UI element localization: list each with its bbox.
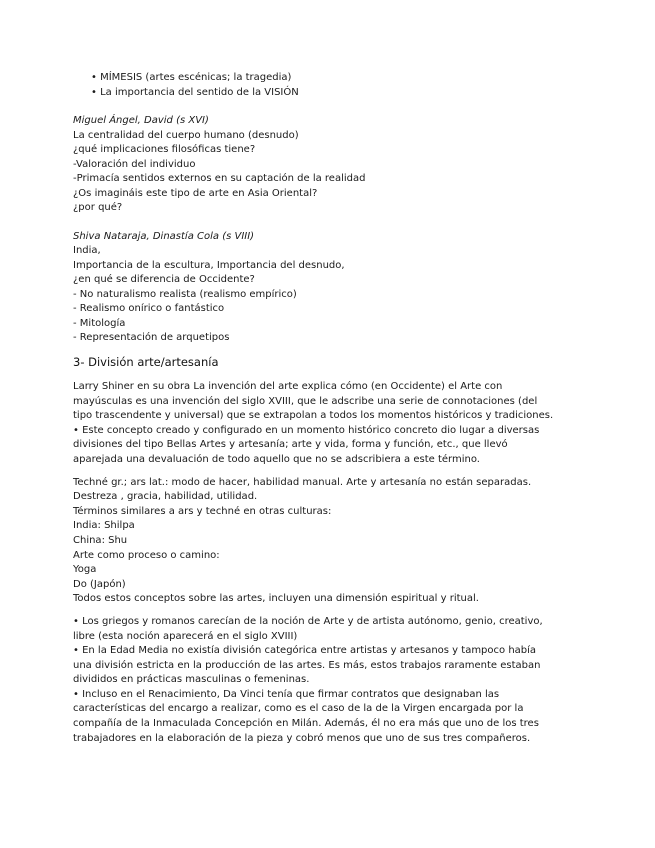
intro-bullet-list — [73, 71, 573, 100]
text-line: Términos similares a ars y techné en otras culturas: — [73, 505, 332, 517]
text-line: - No naturalismo realista (realismo empírico) — [73, 288, 297, 300]
text-line: Larry Shiner en su obra La invención del arte explica cómo (en Occidente) el Arte con — [73, 381, 503, 392]
text-line: Do (Japón) — [73, 578, 126, 590]
text-line: mayúsculas es una invención del siglo XVIII, que le adscribe una serie de connotaciones (del — [73, 395, 538, 407]
text-line: - Mitología — [73, 317, 126, 329]
text-line: China: Shu — [73, 534, 128, 546]
artwork-title: Miguel Ángel, David (s XVI) — [73, 115, 209, 126]
text-line: India: Shilpa — [73, 520, 135, 532]
text-line: ¿en qué se diferencia de Occidente? — [73, 274, 255, 285]
text-line: • Incluso en el Renacimiento, Da Vinci tenía que firmar contratos que designaban las — [73, 688, 500, 700]
text-line: ¿qué implicaciones filosóficas tiene? — [73, 144, 256, 155]
text-line: • Los griegos y romanos carecían de la noción de Arte y de artista autónomo, genio, creativo, — [73, 615, 543, 627]
text-line: Arte como proceso o camino: — [73, 549, 220, 561]
paragraph-techne — [73, 476, 573, 607]
text-line: Todos estos conceptos sobre las artes, incluyen una dimensión espiritual y ritual. — [73, 593, 479, 605]
list-item: • La importancia del sentido de la VISIÓN — [91, 86, 299, 98]
text-line: - Realismo onírico o fantástico — [73, 303, 225, 314]
text-line: - Representación de arquetipos — [73, 332, 230, 343]
text-line: una división estricta en la producción de las artes. Es más, estos trabajos raramente estaban — [73, 659, 541, 671]
text-line: Destreza , gracia, habilidad, utilidad. — [73, 491, 258, 503]
text-line: Yoga — [73, 564, 97, 576]
section-heading: 3- División arte/artesanía — [73, 354, 219, 369]
text-line: aparejada una devaluación de todo aquello que no se adscribiera a este término. — [73, 453, 480, 465]
text-line: compañía de la Inmaculada Concepción en Milán. Además, él no era más que uno de los tres — [73, 718, 539, 730]
text-line: Techné gr.; ars lat.: modo de hacer, habilidad manual. Arte y artesanía no están separadas. — [73, 476, 532, 488]
text-line: India, — [73, 245, 101, 256]
text-line: características del encargo a realizar, como es el caso de la de la Virgen encargada por la — [73, 703, 524, 715]
text-line: Importancia de la escultura, Importancia del desnudo, — [73, 259, 345, 271]
text-line: trabajadores en la elaboración de la pieza y cobró menos que uno de sus tres compañeros. — [73, 732, 531, 744]
paragraph-history — [73, 615, 573, 746]
text-line: La centralidad del cuerpo humano (desnudo) — [73, 129, 299, 141]
text-line: -Primacía sentidos externos en su captación de la realidad — [73, 173, 366, 184]
artwork-title: Shiva Nataraja, Dinastía Cola (s VIII) — [73, 230, 255, 242]
text-line: divididos en prácticas masculinas o femeninas. — [73, 674, 310, 686]
text-line: divisiones del tipo Bellas Artes y artesanía; arte y vida, forma y función, etc., que llevó — [73, 439, 508, 451]
shiva-block — [73, 230, 573, 346]
paragraph-shiner — [73, 380, 573, 468]
text-line: tipo trascendente y universal) que se extrapolan a todos los momentos históricos y tradiciones. — [73, 410, 554, 422]
text-line: -Valoración del individuo — [73, 158, 196, 170]
text-line: libre (esta noción aparecerá en el siglo XVIII) — [73, 630, 298, 642]
david-block — [73, 114, 573, 216]
text-line: ¿por qué? — [73, 202, 123, 213]
list-item: • MÍMESIS (artes escénicas; la tragedia) — [91, 72, 292, 83]
text-line: ¿Os imagináis este tipo de arte en Asia Oriental? — [73, 187, 318, 199]
text-line: • Este concepto creado y configurado en un momento histórico concreto dio lugar a diversas — [73, 424, 540, 436]
document-body — [73, 71, 573, 746]
text-line: • En la Edad Media no existía división categórica entre artistas y artesanos y tampoco había — [73, 645, 537, 657]
